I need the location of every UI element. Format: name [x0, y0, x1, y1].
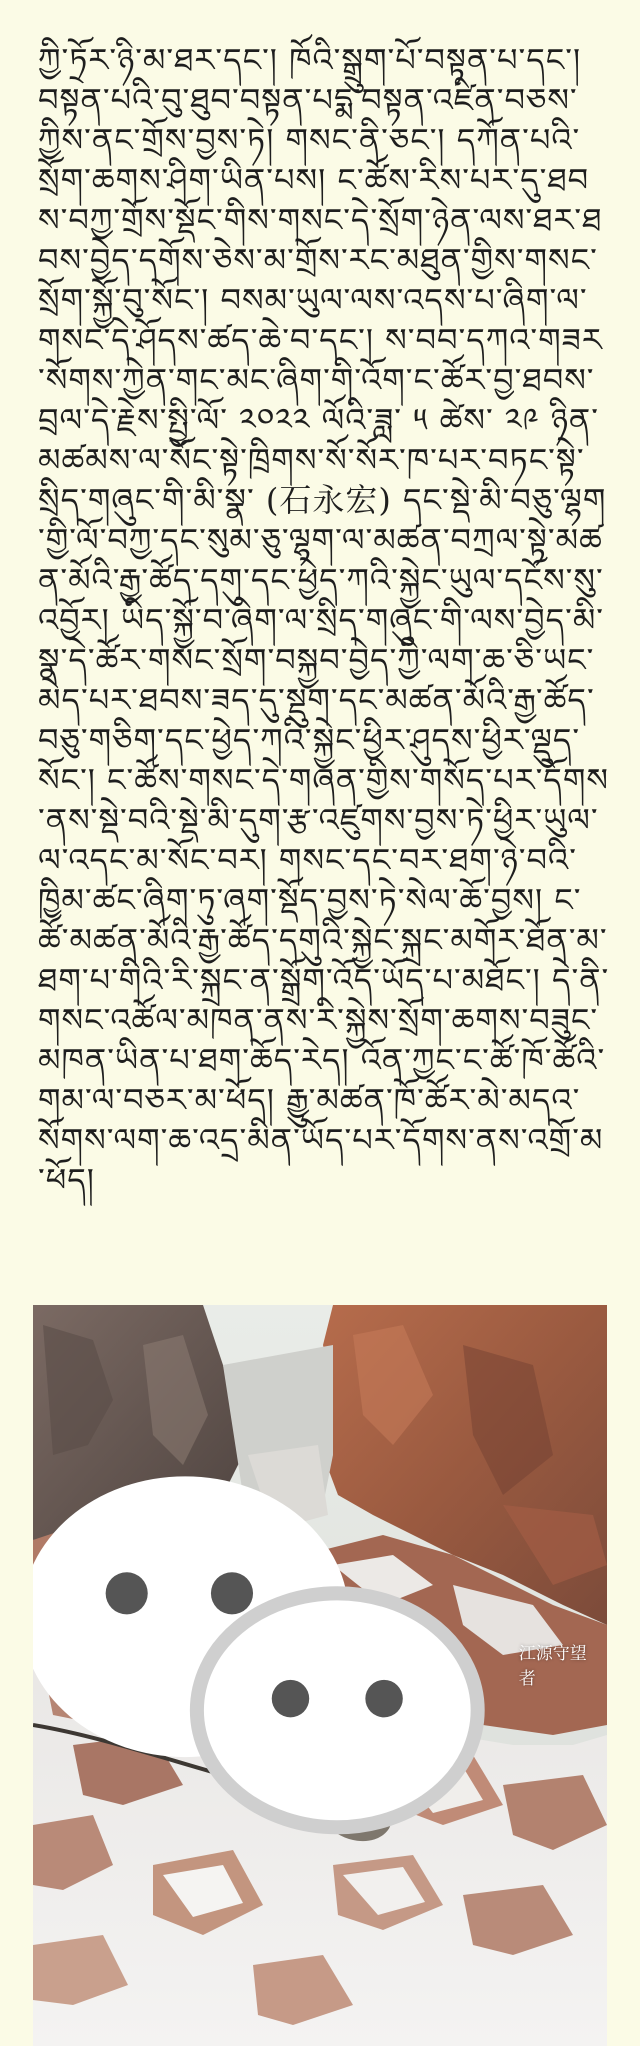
article-text: ཀྱི་ཏྲོར་ཉི་མ་ཐར་དང་། ཁོའི་སྒྲུག་པོ་བསྟན་པ་དང་། བསྟན་པའི་བུ་ཐུབ་བསྟན་པདྨ་བསྟན་འཛིན་བཅས་ཀྱིས་ནང་གྲོས་བྱས་ཏེ། གསང་ནི་ཅང་། དཀོན་པའི་སྲོག་ཆགས་ཤིག་ཡིན་པས། ང་ཚོས་རིས་པར་དུ་ཐབས་བཀྱ་གྲོས་སྡོང་གིས་གསང་དེ་སྲོག་ཉེན་ལས་ཐར་ཐབས་བྱེད་དགོས་ཅེས་མ་གྲོས་རང་མཐུན་གྱིས་གསང་སྲོག་སྐྱོ་བུ་སོང་། བསམ་ཡུལ་ལས་འདས་པ་ཞིག་ལ་གསང་དེ་ཤོདས་ཚད་ཆེ་བ་དང་། ས་བབ་དཀའ་གཟར་སོགས་ཀྱེན་གང་མང་ཞིག་གི་འོག་ང་ཚོར་བྱ་ཐབས་བྲལ་དེ་རྗེས་སྤྱི་ལོ་ ༢༠༢༢ ལོའི་ཟླ་ ༥ ཚེས་ ༢༩ ཉིན་ མཚམས་ལ་སོང་སྟེ་ཁྲིགས་སོ་སོར་ཁ་པར་བཏང་སྟེ་སྲིད་གཞུང་གི་མི་སྣ་ (石永宏) དང་སྡེ་མི་བཅུ་ལྷག་གྱི་ལོ་བཀྱ་དང་སུམ་ཅུ་ལྷག་ལ་མཚན་བཀྲལ་སྟེ་མཚན་མོའི་རྒྱ་ཚོད་དགུ་དང་ཕྱེད་ཀའི་སྐྱེང་ཡུལ་དངོས་སུ་འབྱོར། ཡིད་སྐྱོ་བ་ཞིག་ལ་སྲིད་གཞུང་གི་ལས་བྱེད་མི་སྣ་དེ་ཚོར་གསང་སྲོག་བསྐྱབ་བྱེད་ཀྱི་ལག་ཆ་ཅི་ཡང་མེད་པར་ཐབས་ཟད་དུ་སྡུག་དང་མཚན་མོའི་རྒྱ་ཚོད་བཅུ་གཅིག་དང་ཕྱེད་ཀའི་སྐྱེང་ཕྱིར་ཤུདས་ཕྱིར་ལྡུད་སོང་། ང་ཚོས་གསང་དེ་གཞན་གྱིས་གསོད་པར་དོགས་ནས་སྡེ་བའི་སྡེ་མི་དུག་རྩ་འཛུགས་བྱས་ཏེ་ཕྱིར་ཡུལ་ལ་འདང་མ་སོང་བར། གསང་དང་བར་ཐག་ཉེ་བའི་ཁྱིམ་ཚང་ཞིག་ཏུ་ཞག་སྡོད་བྱས་ཏེ་སེལ་ཆོ་བྱས། ང་ཚོ་མཚན་མོའི་རྒྱ་ཚོད་དགུའི་སྐྱེང་སྐྲང་མགོར་ཐོན་མ་ཐག་པ་གིའི་རི་སྐྲང་ན་སྒྲོག་འོད་ཡོད་པ་མཐོང་། དེ་ནི་གསང་འཚོལ་མཁན་ནས་རི་སྐྱེས་སྲོག་ཆགས་བཟུང་མཁན་ཡིན་པ་ཐག་ཆོད་རེད། འོན་ཀྱང་ང་ཚོ་ཁོ་ཚོའི་གམ་ལ་བཅར་མ་ཕོད། རྒྱུ་མཚན་ཁོ་ཚོར་མེ་མདའ་སོགས་ལག་ཆ་འདྲ་མིན་ཡོད་པར་དོགས་ནས་འགྲོ་མ་ཕོད།: [38, 41, 610, 1199]
watermark: [33, 1305, 595, 2034]
wechat-icon: [33, 1305, 513, 2034]
watermark-text: 江源守望者: [518, 1643, 587, 1688]
snow-leopard-photo: [33, 1305, 607, 2046]
